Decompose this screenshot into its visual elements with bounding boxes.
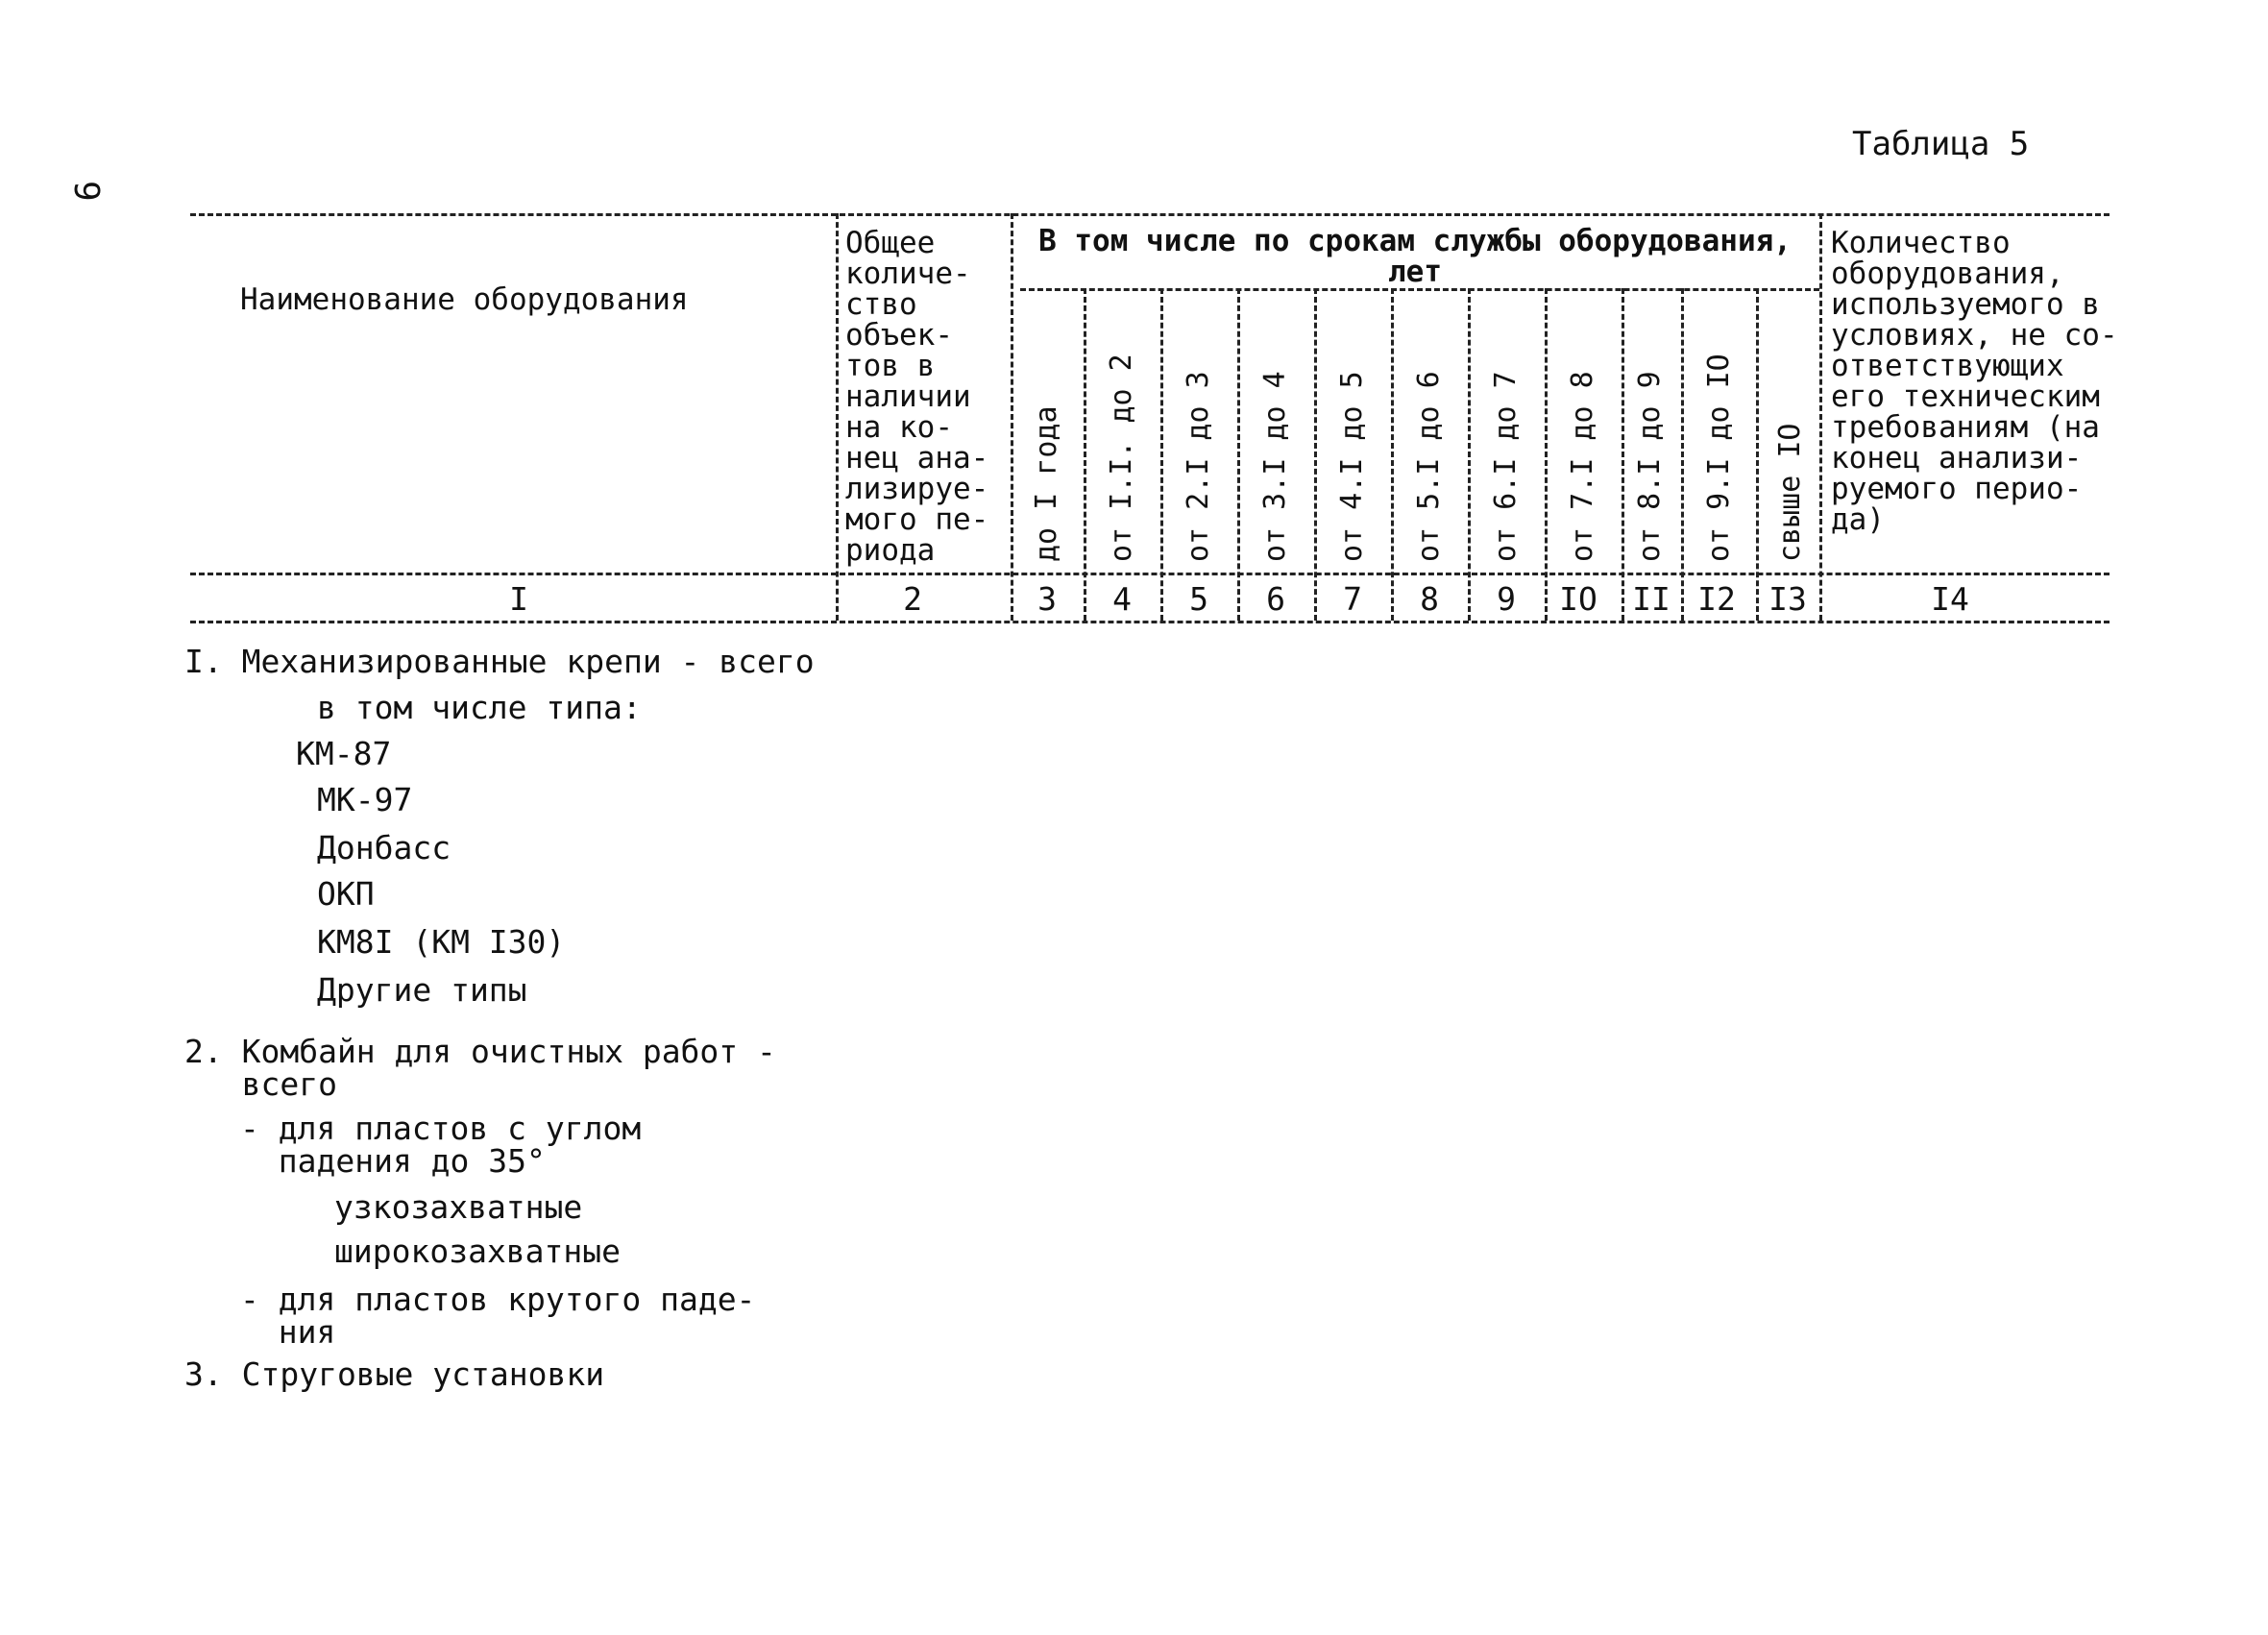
row-label: 2. Комбайн для очистных работ - всего xyxy=(184,1033,776,1103)
table-title: Таблица 5 xyxy=(1852,125,2030,163)
column-number: I4 xyxy=(1931,580,1969,618)
period-header: до I года xyxy=(1030,405,1063,562)
period-header: от 9.I до IO xyxy=(1702,354,1736,562)
header-name: Наименование оборудования xyxy=(240,282,689,317)
row-label: МК-97 xyxy=(317,781,413,818)
period-header: от 5.I до 6 xyxy=(1412,371,1446,562)
column-number: 7 xyxy=(1343,580,1362,618)
row-label: - для пластов с углом падения до 35° xyxy=(240,1110,642,1180)
period-header: от 4.I до 5 xyxy=(1335,371,1369,562)
row-label: Донбасс xyxy=(317,829,451,866)
col-divider xyxy=(1391,288,1394,621)
column-number: 6 xyxy=(1266,580,1285,618)
row-label: Другие типы xyxy=(317,971,527,1009)
row-label: ОКП xyxy=(317,875,375,913)
column-number: I2 xyxy=(1697,580,1736,618)
period-header: от 8.I до 9 xyxy=(1633,371,1667,562)
period-header: от 6.I до 7 xyxy=(1489,371,1523,562)
column-number: II xyxy=(1632,580,1671,618)
col-divider xyxy=(1011,213,1013,621)
row-label: узкозахватные xyxy=(334,1188,583,1226)
column-number: I3 xyxy=(1768,580,1807,618)
period-header: от 2.I до 3 xyxy=(1182,371,1215,562)
header-qty: Количество оборудования, используемого в условиях, не со- ответствующих его техническим требованиям (на конец анализи- руемого перио- да) xyxy=(1831,226,2118,537)
period-header: от 7.I до 8 xyxy=(1566,371,1599,562)
col-divider xyxy=(836,213,839,621)
row-label: 3. Струговые установки xyxy=(184,1355,605,1393)
row-label: I. Механизированные крепи - всего xyxy=(184,643,815,680)
row-label: КМ-87 xyxy=(296,735,392,772)
col-divider xyxy=(1681,288,1684,621)
row-label: широкозахватные xyxy=(334,1232,622,1270)
column-number: I xyxy=(509,580,528,618)
numbers-rule xyxy=(190,621,2109,623)
column-number: 2 xyxy=(903,580,922,618)
col-divider xyxy=(1545,288,1548,621)
period-header: свыше IO xyxy=(1773,423,1807,562)
col-divider xyxy=(1314,288,1317,621)
column-number: 5 xyxy=(1189,580,1208,618)
column-number: 3 xyxy=(1037,580,1057,618)
column-number: 8 xyxy=(1420,580,1439,618)
row-label: КМ8I (КМ I30) xyxy=(317,923,566,961)
column-number: 4 xyxy=(1112,580,1132,618)
row-label: в том числе типа: xyxy=(317,689,642,726)
header-group: В том числе по срокам службы оборудования, лет xyxy=(1038,224,1792,289)
col-divider xyxy=(1756,288,1759,621)
col-divider xyxy=(1622,288,1624,621)
col-divider xyxy=(1468,288,1471,621)
col-divider xyxy=(1819,213,1822,621)
page-number: 9 xyxy=(66,181,106,202)
header-total: Общее количе- ство объек- тов в наличии на ко- нец ана- лизируе- мого пе- риода xyxy=(845,226,989,568)
column-number: IO xyxy=(1559,580,1597,618)
col-divider xyxy=(1160,288,1163,621)
col-divider xyxy=(1237,288,1240,621)
row-label: - для пластов крутого паде- ния xyxy=(240,1281,756,1351)
period-header: от 3.I до 4 xyxy=(1258,371,1292,562)
period-header: от I.I. до 2 xyxy=(1105,354,1138,562)
col-divider xyxy=(1084,288,1086,621)
column-number: 9 xyxy=(1497,580,1516,618)
